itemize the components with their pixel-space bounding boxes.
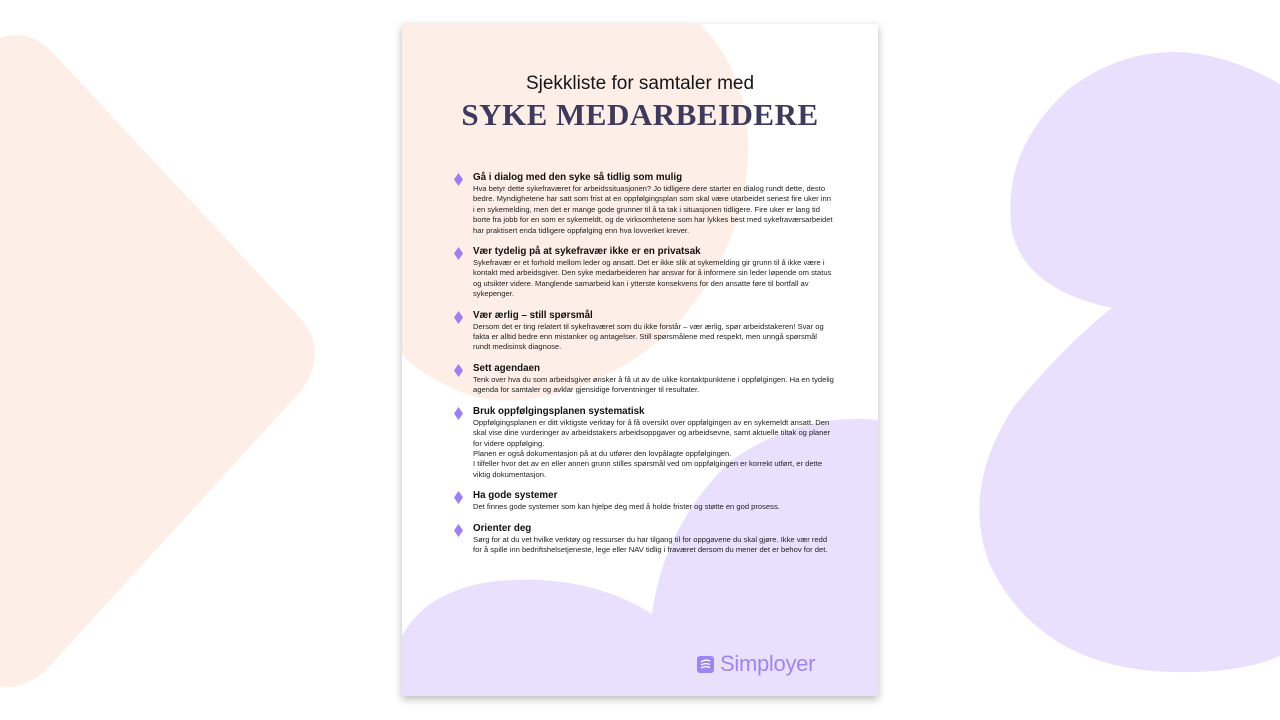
checklist-item-body: Sørg for at du vet hvilke verktøy og ressurser du har tilgang til for oppgavene du skal gjøre. Ikke vær redd for å spille inn bedriftshelsetjeneste, lege eller NAV tidlig i fraværet dersom du mener det er behov for det.	[473, 534, 828, 554]
checklist-item-body: Hva betyr dette sykefraværet for arbeidssituasjonen? Jo tidligere dere starter en dialog rundt dette, desto bedre. Myndighetene har satt som frist at en oppfølgingsplan som skal være utarbeidet senest fire uker inn i en sykemelding, men det er mange gode grunner til å ta tak i situasjonen tidligere. Fire uker er lang tid borte fra jobb for en som er sykemeldt, og de virksomhetene som har lykkes best med sykefraværsarbeidet har praktisert enda tidligere oppfølging enn hva lovverket krever.	[473, 184, 833, 235]
checklist-item	[454, 310, 834, 353]
checklist-item	[454, 406, 834, 480]
checklist-item-body: Oppfølgingsplanen er ditt viktigste verktøy for å få oversikt over oppfølgingen av en sykemeldt ansatt. Den skal vise dine vurderinger av arbeidstakers arbeidsoppgaver og arbeidsevne, samt aktuelle tiltak og planer for videre oppfølging. Planen er også dokumentasjon på at du utfører den lovpålagte oppfølgingen. I tilfeller hvor det av en eller annen grunn stilles spørsmål ved om oppfølgingen er korrekt utført, er dette viktig dokumentasjon.	[473, 417, 831, 479]
checklist-item-title: Ha gode systemer	[473, 490, 558, 502]
checklist-item	[454, 246, 834, 300]
checklist-item-title: Sett agendaen	[473, 362, 540, 374]
checklist-item-title: Orienter deg	[473, 522, 532, 534]
lavender-rounded-shape	[979, 52, 1280, 672]
checklist-item-body: Det finnes gode systemer som kan hjelpe deg med å holde frister og støtte en god prosess.	[473, 502, 780, 512]
diamond-bullet-icon	[454, 407, 463, 420]
peach-rounded-triangle-shape	[0, 35, 315, 687]
diamond-bullet-icon	[454, 491, 463, 504]
diamond-bullet-icon	[454, 364, 463, 377]
simployer-logo-mark-icon	[697, 656, 714, 673]
document-subtitle: Sjekkliste for samtaler med	[525, 73, 755, 94]
checklist-item	[454, 363, 834, 396]
diamond-bullet-icon	[454, 247, 463, 260]
checklist-item	[454, 523, 834, 556]
checklist-item-title: Bruk oppfølgingsplanen systematisk	[473, 405, 645, 417]
simployer-logo	[697, 652, 815, 676]
checklist-item-body: Dersom det er ting relatert til sykefraværet som du ikke forstår – vær ærlig, spør arbeidstakeren! Svar og fakta er alltid bedre enn mistanker og antagelser. Still spørsmålene med respekt, men unngå spørsmål rundt medisinsk diagnose.	[473, 321, 824, 352]
checklist-item-title: Gå i dialog med den syke så tidlig som mulig	[473, 172, 683, 183]
checklist-document-page	[402, 24, 878, 696]
diamond-bullet-icon	[454, 524, 463, 537]
checklist-item-body: Tenk over hva du som arbeidsgiver ønsker å få ut av de ulike kontaktpunktene i oppfølgingen. Ha en tydelig agenda for samtaler og avklar gjensidige forventninger til resultater.	[473, 374, 834, 395]
checklist-item-body: Sykefravær er et forhold mellom leder og ansatt. Det er ikke slik at sykemelding gir grunn til å ikke være i kontakt med arbeidsgiver. Den syke medarbeideren har ansvar for å informere sin leder løpende om status og utsikter videre. Manglende samarbeid kan i ytterste konsekvens for den ansatte føre til bortfall av sykepenger.	[473, 258, 832, 299]
document-title: SYKE MEDARBEIDERE	[461, 97, 819, 132]
diamond-bullet-icon	[454, 311, 463, 324]
checklist	[454, 172, 834, 565]
checklist-item	[454, 172, 834, 236]
checklist-item-title: Vær tydelig på at sykefravær ikke er en privatsak	[473, 246, 701, 258]
checklist-item-title: Vær ærlig – still spørsmål	[473, 309, 593, 321]
checklist-item	[454, 490, 834, 512]
logo-text: Simployer	[720, 651, 816, 676]
diamond-bullet-icon	[454, 173, 463, 186]
